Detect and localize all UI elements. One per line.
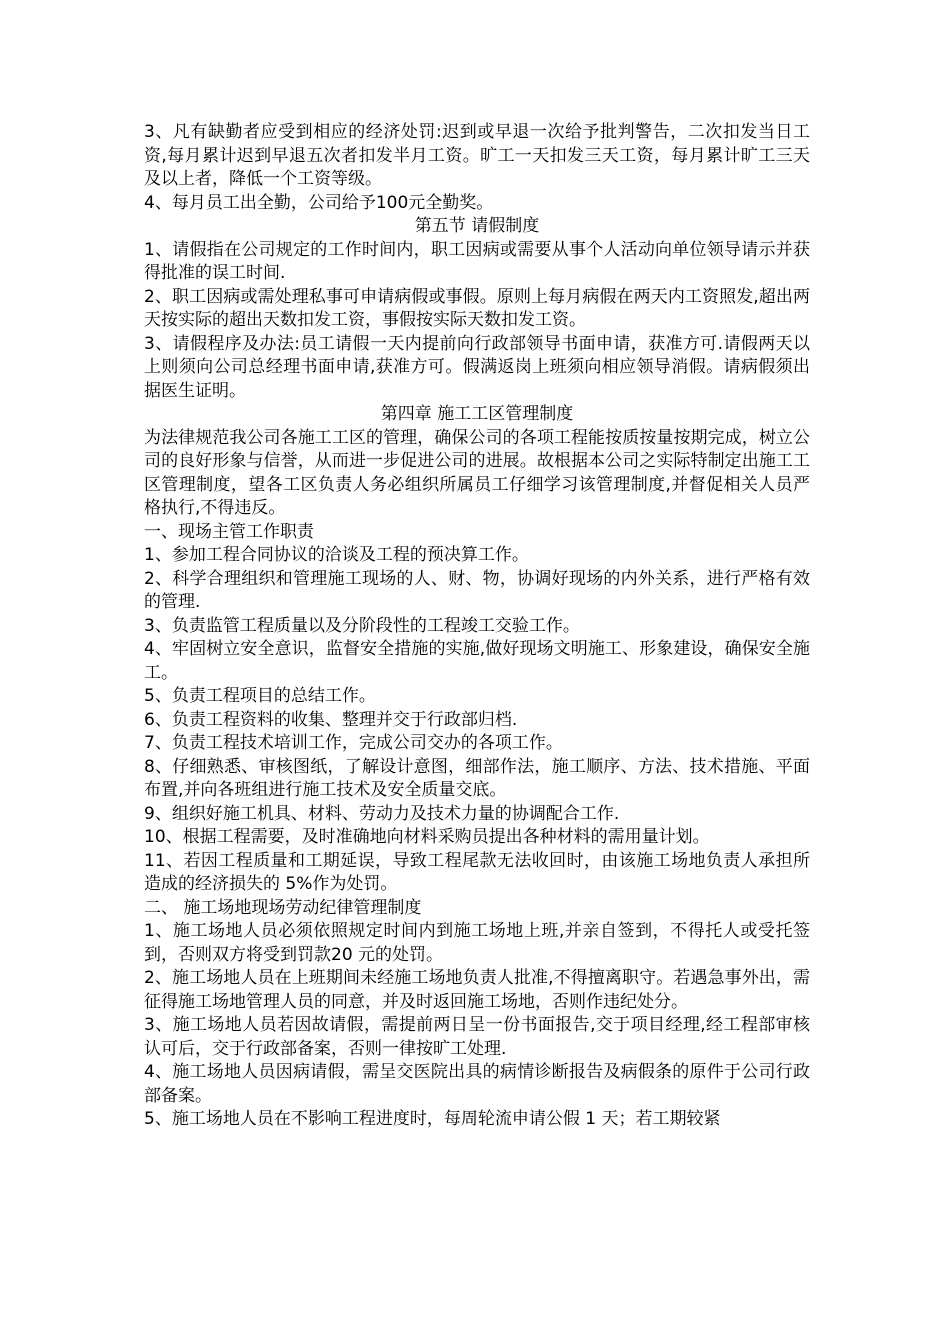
list-item-duty-5: 5、负责工程项目的总结工作。: [144, 686, 376, 706]
list-item-rule-2: 2、施工场地人员在上班期间未经施工场地负责人批准,不得擅离职守。若遇急事外出，需征得施工场地管理人员的同意，并及时返回施工场地，否则作违纪处分。: [144, 968, 810, 1012]
list-item-rule-1: 1、施工场地人员必须依照规定时间内到施工场地上班,并亲自签到，不得托人或受托签到，否则双方将受到罚款20 元的处罚。: [144, 921, 810, 965]
chapter-heading-site-management: 第四章 施工工区管理制度: [380, 404, 574, 424]
list-item-duty-4: 4、牢固树立安全意识，监督安全措施的实施,做好现场文明施工、形象建设，确保安全施工。: [144, 639, 810, 683]
list-item-duty-9: 9、组织好施工机具、材料、劳动力及技术力量的协调配合工作.: [144, 803, 620, 824]
subheading-site-supervisor-duties: 一、现场主管工作职责: [144, 521, 314, 542]
list-item-rule-5: 5、施工场地人员在不影响工程进度时，每周轮流申请公假 1 天；若工期较紧: [144, 1109, 721, 1129]
paragraph-absence-penalty: 3、凡有缺勤者应受到相应的经济处罚:迟到或早退一次给予批判警告，二次扣发当日工资,每月累计迟到早退五次者扣发半月工资。旷工一天扣发三天工资，每月累计旷工三天及以上者，降低一个工资等级。: [144, 122, 810, 189]
list-item-duty-10: 10、根据工程需要，及时准确地向材料采购员提出各种材料的需用量计划。: [144, 827, 710, 847]
list-item-duty-11: 11、若因工程质量和工期延误，导致工程尾款无法收回时，由该施工场地负责人承担所造成的经济损失的 5%作为处罚。: [144, 850, 810, 894]
paragraph-leave-definition: 1、请假指在公司规定的工作时间内，职工因病或需要从事个人活动向单位领导请示并获得批准的误工时间.: [144, 239, 810, 283]
document-page: [144, 121, 810, 1132]
paragraph-full-attendance-bonus: 4、每月员工出全勤，公司给予100元全勤奖。: [144, 192, 494, 213]
section-heading-leave-policy: 第五节 请假制度: [414, 216, 540, 236]
paragraph-leave-procedure: 3、请假程序及办法:员工请假一天内提前向行政部领导书面申请，获准方可.请假两天以上则须向公司总经理书面申请,获准方可。假满返岗上班须向相应领导消假。请病假须出据医生证明。: [144, 333, 810, 401]
list-item-duty-2: 2、科学合理组织和管理施工现场的人、财、物，协调好现场的内外关系，进行严格有效的管理.: [144, 568, 810, 612]
list-item-duty-3: 3、负责监管工程质量以及分阶段性的工程竣工交验工作。: [144, 615, 580, 636]
subheading-labor-discipline: 二、 施工场地现场劳动纪律管理制度: [144, 897, 422, 918]
list-item-duty-1: 1、参加工程合同协议的洽谈及工程的预决算工作。: [144, 545, 529, 565]
list-item-duty-6: 6、负责工程资料的收集、整理并交于行政部归档.: [144, 709, 518, 730]
list-item-duty-7: 7、负责工程技术培训工作，完成公司交办的各项工作。: [144, 733, 563, 753]
paragraph-chapter-intro: 为法律规范我公司各施工工区的管理，确保公司的各项工程能按质按量按期完成，树立公司的良好形象与信誉，从而进一步促进公司的进展。故根据本公司之实际特制定出施工工区管理制度，望各工区负责人务必组织所属员工仔细学习该管理制度,并督促相关人员严格执行,不得违反。: [144, 427, 810, 518]
list-item-rule-3: 3、施工场地人员若因故请假，需提前两日呈一份书面报告,交于项目经理,经工程部审核认可后，交于行政部备案，否则一律按旷工处理.: [144, 1015, 810, 1059]
list-item-duty-8: 8、仔细熟悉、审核图纸，了解设计意图，细部作法，施工顺序、方法、技术措施、平面布置,并向各班组进行施工技术及安全质量交底。: [144, 756, 810, 800]
paragraph-sick-personal-leave: 2、职工因病或需处理私事可申请病假或事假。原则上每月病假在两天内工资照发,超出两天按实际的超出天数扣发工资，事假按实际天数扣发工资。: [144, 286, 810, 330]
list-item-rule-4: 4、施工场地人员因病请假，需呈交医院出具的病情诊断报告及病假条的原件于公司行政部备案。: [144, 1062, 810, 1106]
